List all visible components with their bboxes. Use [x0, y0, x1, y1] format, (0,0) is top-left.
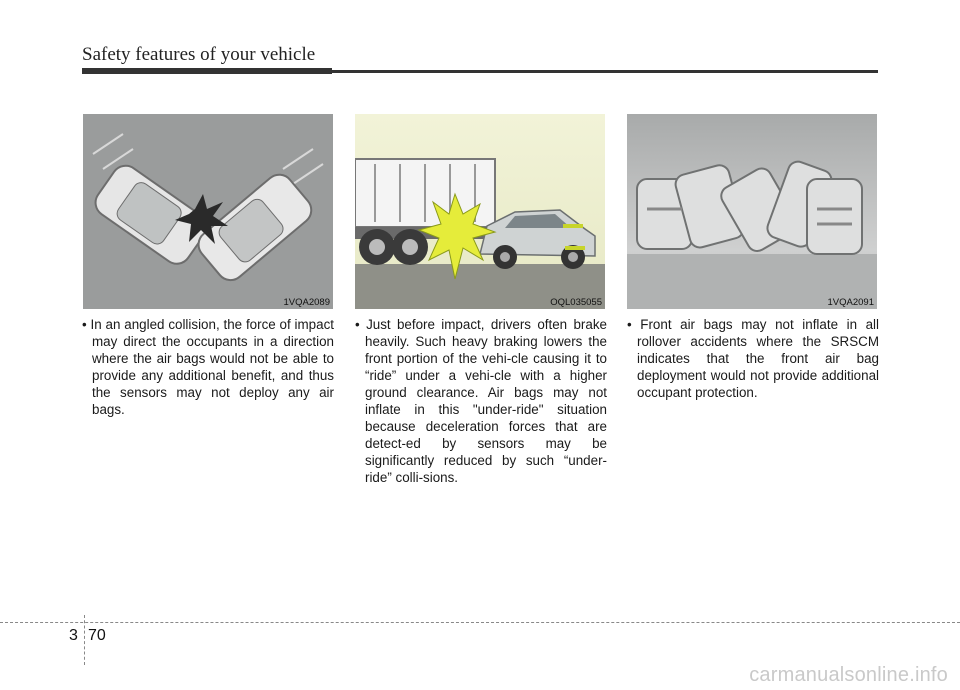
bullet-marker: •: [627, 317, 632, 332]
text-column-angled: [82, 316, 334, 418]
figure-code: OQL035055: [550, 297, 602, 308]
figure-code: 1VQA2091: [827, 297, 874, 308]
bullet-text: Front air bags may not inflate in all rollover accidents where the SRSCM indicates that the front air bag deployment would not provide additional occupant protection.: [637, 317, 879, 400]
figure-angled-collision: [83, 114, 333, 309]
figure-rollover: [627, 114, 877, 309]
page-number: 70: [88, 627, 106, 644]
footer-divider: [84, 615, 85, 665]
text-column-rollover: [627, 316, 879, 401]
bullet-text: Just before impact, drivers often brake heavily. Such heavy braking lowers the front portion of the vehi-cle causing it to “ride” under a vehi-cle with a higher ground clearance. Air bags may not inflate in this "under-ride" situation because deceleration forces that are detect-ed by sensors may be significantly reduced by such “under-ride” colli-sions.: [365, 317, 607, 485]
watermark-link[interactable]: carmanualsonline.info: [749, 664, 948, 686]
footer-rule: [0, 622, 960, 623]
bullet-text: In an angled collision, the force of impact may direct the occupants in a direction where the air bags would not be able to provide any additional benefit, and thus the sensors may not deploy any air bags.: [90, 317, 334, 417]
bullet-marker: •: [355, 317, 360, 332]
chapter-number: 3: [69, 627, 78, 644]
figure-code: 1VQA2089: [283, 297, 330, 308]
text-column-under-ride: [355, 316, 607, 486]
header-rule-accent: [82, 68, 332, 74]
figure-under-ride: [355, 114, 605, 309]
page-header-title: Safety features of your vehicle: [82, 44, 316, 65]
bullet-marker: •: [82, 317, 87, 332]
